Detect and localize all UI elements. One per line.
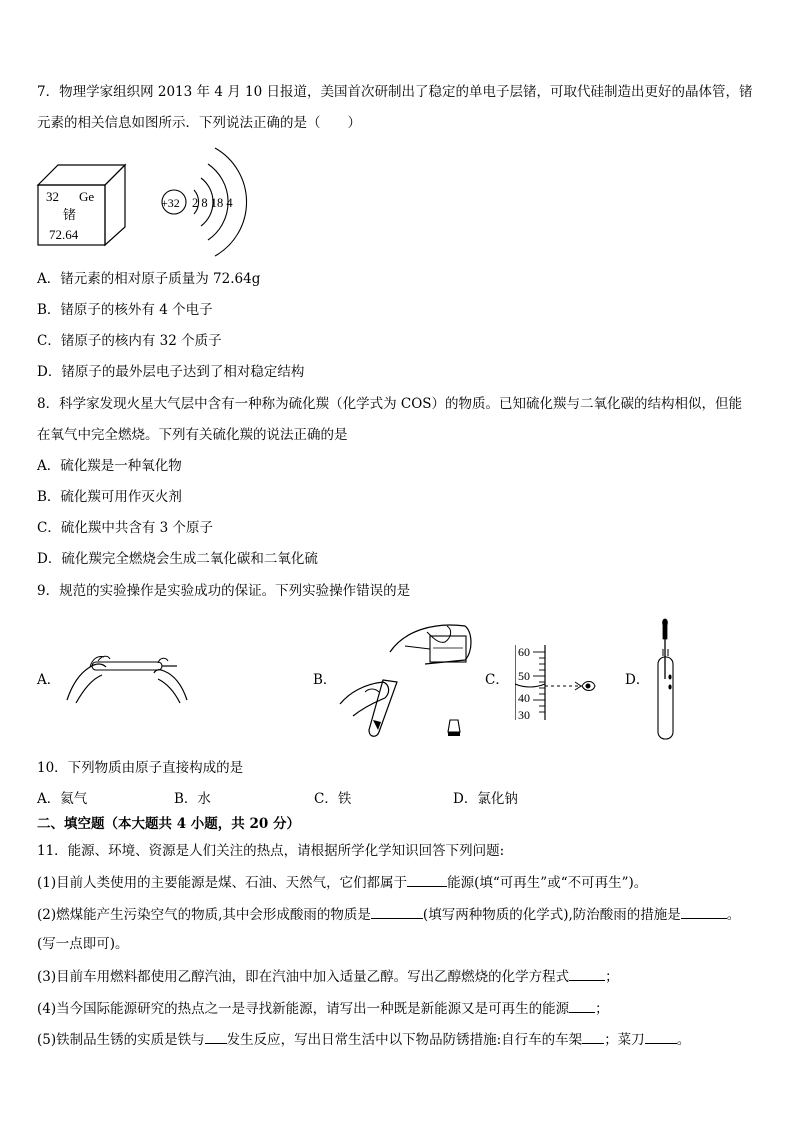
q10-stem: 10．下列物质由原子直接构成的是: [37, 760, 244, 776]
germanium-element-card: [35, 157, 130, 247]
q10-option-a: A．氦气: [37, 791, 88, 807]
cylinder-tick-30: 30: [518, 708, 530, 722]
q11-part2-continued: (写一点即可)。: [37, 936, 129, 952]
q10-option-c: C．铁: [314, 791, 352, 807]
q11-part-1: [37, 872, 647, 892]
q11-part4-blank[interactable]: [569, 998, 595, 1013]
q11-part3-text-b: ；: [605, 969, 619, 985]
nucleus-charge: +32: [161, 196, 180, 210]
q11-part-4: [37, 998, 609, 1018]
q10-option-b: B．水: [174, 791, 211, 807]
q11-part4-text-b: ；: [595, 1001, 609, 1017]
cylinder-tick-40: 40: [518, 691, 530, 705]
q11-part2-text-c: 。: [726, 907, 741, 923]
q11-part5-text-b: 发生反应，写出日常生活中以下物品防锈措施:自行车的车架: [226, 1032, 583, 1048]
q11-part1-text-b: 能源(填“可再生”或“不可再生”)。: [447, 875, 648, 891]
cylinder-tick-60: 60: [518, 645, 530, 659]
germanium-atom-diagram: [155, 140, 250, 268]
q11-part-3: [37, 966, 619, 986]
q11-part5-blank-reactant[interactable]: [205, 1029, 227, 1044]
q11-part3-text-a: (3)目前车用燃料都使用乙醇汽油，即在汽油中加入适量乙醇。写出乙醇燃烧的化学方程式: [37, 969, 570, 985]
q9-label-d: D．: [625, 672, 650, 688]
q9-label-b: B．: [313, 672, 337, 688]
q11-part1-blank[interactable]: [407, 872, 447, 887]
q11-part5-text-a: (5)铁制品生锈的实质是铁与: [37, 1032, 205, 1048]
q11-part5-text-c: ；菜刀: [604, 1032, 645, 1048]
q7-option-b: B．锗原子的核外有 4 个电子: [37, 302, 213, 318]
q8-stem-line1: 8．科学家发现火星大气层中含有一种称为硫化羰（化学式为 COS）的物质。已知硫化羰与二氧化碳的结构相似，但能: [37, 396, 743, 412]
q8-option-a: A．硫化羰是一种氧化物: [37, 458, 182, 474]
q9-label-a: A．: [37, 672, 61, 688]
q11-part4-text-a: (4)当今国际能源研究的热点之一是寻找新能源，请写出一种既是新能源又是可再生的能源: [37, 1001, 570, 1017]
element-symbol: Ge: [79, 189, 95, 204]
graduated-cylinder-reading-illustration: [515, 640, 600, 725]
q7-option-c: C．锗原子的核内有 32 个质子: [37, 333, 222, 349]
electron-shells: 2 8 18 4: [192, 196, 233, 210]
q11-part2-blank-formulas[interactable]: [371, 904, 423, 919]
element-atomic-mass: 72.64: [49, 227, 79, 242]
test-tube-heating-illustration: [62, 645, 192, 705]
liquid-pouring-illustration: [335, 612, 480, 742]
q11-part1-text-a: (1)目前人类使用的主要能源是煤、石油、天然气，它们都属于: [37, 875, 408, 891]
q8-option-c: C．硫化羰中共含有 3 个原子: [37, 520, 214, 536]
element-atomic-number: 32: [46, 189, 59, 204]
q11-part3-blank[interactable]: [569, 966, 605, 981]
q8-stem-line2: 在氧气中完全燃烧。下列有关硫化羰的说法正确的是: [37, 427, 348, 443]
q9-label-c: C．: [485, 672, 509, 688]
cylinder-tick-50: 50: [518, 669, 530, 683]
q7-stem-line2: 元素的相关信息如图所示．下列说法正确的是（ ）: [37, 115, 361, 131]
q11-part2-blank-measure[interactable]: [681, 904, 727, 919]
q11-part5-blank-knife[interactable]: [645, 1029, 677, 1044]
q11-part5-text-d: 。: [676, 1032, 691, 1048]
element-name: 锗: [63, 207, 77, 222]
q11-stem: 11．能源、环境、资源是人们关注的热点，请根据所学化学知识回答下列问题:: [37, 843, 505, 859]
q11-part-5: [37, 1029, 690, 1049]
q7-option-d: D．锗原子的最外层电子达到了相对稳定结构: [37, 364, 305, 380]
q7-option-a: A．锗元素的相对原子质量为 72.64g: [37, 271, 261, 287]
q8-option-b: B．硫化羰可用作灭火剂: [37, 489, 182, 505]
q7-stem-line1: 7．物理学家组织网 2013 年 4 月 10 日报道，美国首次研制出了稳定的单电子层锗，可取代硅制造出更好的晶体管，锗: [37, 84, 753, 100]
q11-part-2: [37, 904, 740, 924]
q10-option-d: D．氯化钠: [453, 791, 518, 807]
section-2-title: 二、填空题（本大题共 4 小题，共 20 分）: [37, 816, 300, 832]
q11-part2-text-a: (2)燃煤能产生污染空气的物质,其中会形成酸雨的物质是: [37, 907, 371, 923]
q9-stem: 9．规范的实验操作是实验成功的保证。下列实验操作错误的是: [37, 583, 411, 599]
q11-part5-blank-bike-frame[interactable]: [582, 1029, 604, 1044]
dropper-illustration: [655, 617, 685, 742]
q11-part2-text-b: (填写两种物质的化学式),防治酸雨的措施是: [422, 907, 681, 923]
q8-option-d: D．硫化羰完全燃烧会生成二氧化碳和二氧化硫: [37, 551, 318, 567]
